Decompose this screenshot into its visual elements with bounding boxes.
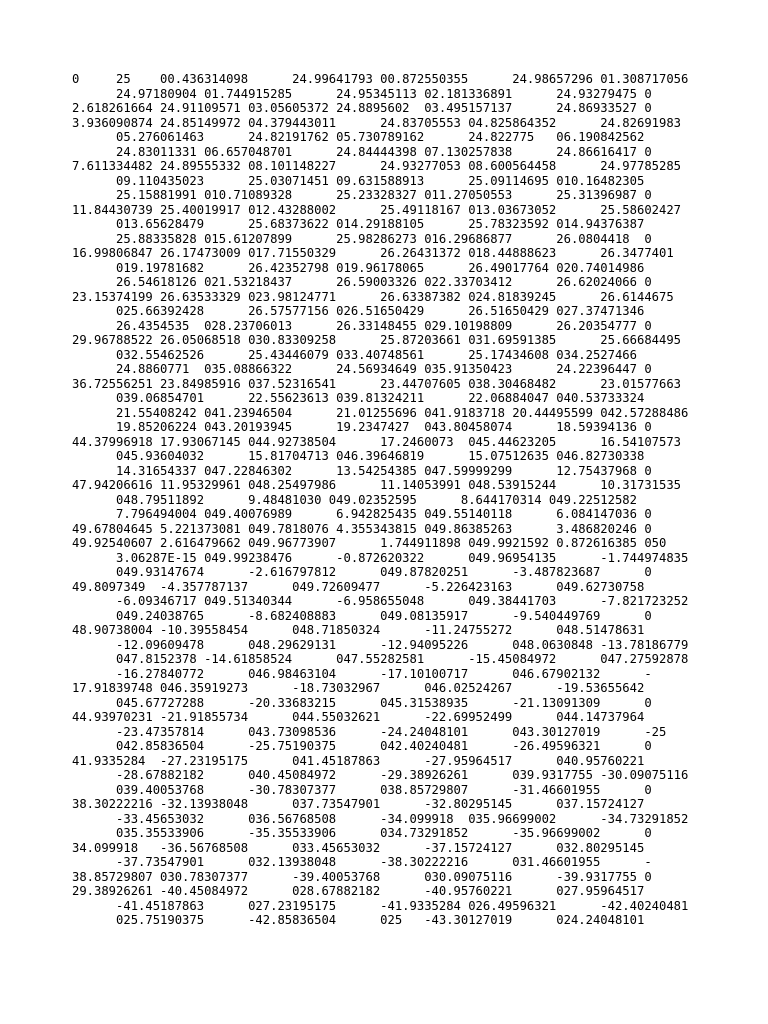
text-line: 17.91839748 046.35919273 -18.73032967 046.02524267 -19.53655642: [72, 681, 645, 695]
text-line: 24.83011331 06.657048701 24.84444398 07.130257838 24.86616417 0: [72, 144, 652, 159]
text-line: 032.55462526 25.43446079 033.40748561 25.17434608 034.2527466: [72, 347, 637, 362]
text-line: -6.09346717 049.51340344 -6.958655048 049.38441703 -7.821723252: [72, 594, 689, 608]
text-line: 2.618261664 24.91109571 03.05605372 24.8895602 03.495157137 24.86933527 0: [72, 101, 652, 115]
text-line: -23.47357814 043.73098536 -24.24048101 043.30127019 -25: [72, 724, 667, 739]
text-line: 049.24038765 -8.682408883 049.08135917 -9.540449769 0: [72, 608, 652, 623]
text-line: -16.27840772 046.98463104 -17.10100717 046.67902132 -: [72, 666, 652, 681]
text-line: -37.73547901 032.13938048 -38.30222216 031.46601955 -: [72, 855, 652, 869]
text-line: 26.4354535 028.23706013 26.33148455 029.10198809 26.20354777 0: [72, 318, 652, 333]
text-line: 0 25 00.436314098 24.99641793 00.872550355 24.98657296 01.308717056: [72, 72, 689, 86]
text-line: 41.9335284 -27.23195175 041.45187863 -27.95964517 040.95760221: [72, 753, 645, 768]
text-line: 44.93970231 -21.91855734 044.55032621 -22.69952499 044.14737964: [72, 710, 645, 724]
text-line: 11.84430739 25.40019917 012.43288002 25.49118167 013.03673052 25.58602427: [72, 202, 682, 217]
text-line: -28.67882182 040.45084972 -29.38926261 039.9317755 -30.09075116: [72, 768, 689, 782]
text-line: 23.15374199 26.63533329 023.98124771 26.63387382 024.81839245 26.6144675: [72, 289, 674, 304]
text-line: 38.30222216 -32.13938048 037.73547901 -32.80295145 037.15724127: [72, 797, 645, 811]
text-line: 025.75190375 -42.85836504 025 -43.30127019 024.24048101: [72, 913, 645, 927]
text-line: 48.90738004 -10.39558454 048.71850324 -11.24755272 048.51478631: [72, 623, 645, 637]
text-line: 16.99806847 26.17473009 017.71550329 26.26431372 018.44888623 26.3477401: [72, 246, 674, 260]
text-line: 49.92540607 2.616479662 049.96773907 1.744911898 049.9921592 0.872616385 050: [72, 536, 667, 550]
text-line: 38.85729807 030.78307377 -39.40053768 030.09075116 -39.9317755 0: [72, 869, 652, 884]
text-line: 21.55408242 041.23946504 21.01255696 041.9183718 20.44495599 042.57288486: [72, 405, 689, 420]
text-line: 039.06854701 22.55623613 039.81324211 22.06884047 040.53733324: [72, 391, 645, 405]
text-line: 49.8097349 -4.357787137 049.72609477 -5.226423163 049.62730758: [72, 579, 645, 594]
text-line: 042.85836504 -25.75190375 042.40240481 -26.49596321 0: [72, 739, 652, 753]
text-line: 36.72556251 23.84985916 037.52316541 23.44707605 038.30468482 23.01577663: [72, 376, 682, 391]
text-line: 25.15881991 010.71089328 25.23328327 011.27050553 25.31396987 0: [72, 188, 652, 202]
text-line: 045.67727288 -20.33683215 045.31538935 -21.13091309 0: [72, 695, 652, 710]
text-line: 26.54618126 021.53218437 26.59003326 022.33703412 26.62024066 0: [72, 275, 652, 289]
text-line: 3.936090874 24.85149972 04.379443011 24.83705553 04.825864352 24.82691983: [72, 115, 682, 130]
text-line: 49.67804645 5.221373081 049.7818076 4.355343815 049.86385263 3.486820246 0: [72, 521, 652, 536]
text-line: 24.97180904 01.744915285 24.95345113 02.181336891 24.93279475 0: [72, 86, 652, 101]
text-line: 34.099918 -36.56768508 033.45653032 -37.15724127 032.80295145: [72, 840, 645, 855]
text-line: 7.611334482 24.89555332 08.101148227 24.93277053 08.600564458 24.97785285: [72, 159, 682, 173]
text-line: 025.66392428 26.57577156 026.51650429 26.51650429 027.37471346: [72, 304, 645, 318]
document-page: [72, 72, 702, 928]
text-line: 05.276061463 24.82191762 05.730789162 24.822775 06.190842562: [72, 130, 645, 144]
text-line: 09.110435023 25.03071451 09.631588913 25.09114695 010.16482305: [72, 173, 645, 188]
text-line: 049.93147674 -2.616797812 049.87820251 -3.487823687 0: [72, 565, 652, 579]
text-line: 25.88335828 015.61207899 25.98286273 016.29686877 26.0804418 0: [72, 231, 652, 246]
text-line: -12.09609478 048.29629131 -12.94095226 048.0630848 -13.78186779: [72, 637, 689, 652]
text-line: 013.65628479 25.68373622 014.29188105 25.78323592 014.94376387: [72, 217, 645, 231]
text-line: 47.94206616 11.95329961 048.25497986 11.14053991 048.53915244 10.31731535: [72, 478, 682, 492]
text-line: 14.31654337 047.22846302 13.54254385 047.59999299 12.75437968 0: [72, 463, 652, 478]
text-line: 045.93604032 15.81704713 046.39646819 15.07512635 046.82730338: [72, 449, 645, 463]
text-line: 44.37996918 17.93067145 044.92738504 17.2460073 045.44623205 16.54107573: [72, 434, 682, 449]
text-line: 048.79511892 9.48481030 049.02352595 8.644170314 049.22512582: [72, 492, 637, 507]
text-line: 7.796494004 049.40076989 6.942825435 049.55140118 6.084147036 0: [72, 507, 652, 521]
text-line: 3.06287E-15 049.99238476 -0.872620322 049.96954135 -1.744974835: [72, 550, 689, 565]
text-line: 19.85206224 043.20193945 19.2347427 043.80458074 18.59394136 0: [72, 420, 652, 434]
text-line: 039.40053768 -30.78307377 038.85729807 -31.46601955 0: [72, 782, 652, 797]
text-line: -41.45187863 027.23195175 -41.9335284 026.49596321 -42.40240481: [72, 898, 689, 913]
text-line: 29.96788522 26.05068518 030.83309258 25.87203661 031.69591385 25.66684495: [72, 333, 682, 347]
text-line: 047.8152378 -14.61858524 047.55282581 -15.45084972 047.27592878: [72, 652, 689, 666]
text-line: 019.19781682 26.42352798 019.96178065 26.49017764 020.74014986: [72, 260, 645, 275]
text-line: -33.45653032 036.56768508 -34.099918 035.96699002 -34.73291852: [72, 811, 689, 826]
text-line: 035.35533906 -35.35533906 034.73291852 -35.96699002 0: [72, 826, 652, 840]
text-line: 24.8860771 035.08866322 24.56934649 035.91350423 24.22396447 0: [72, 362, 652, 376]
text-line: 29.38926261 -40.45084972 028.67882182 -40.95760221 027.95964517: [72, 884, 645, 898]
